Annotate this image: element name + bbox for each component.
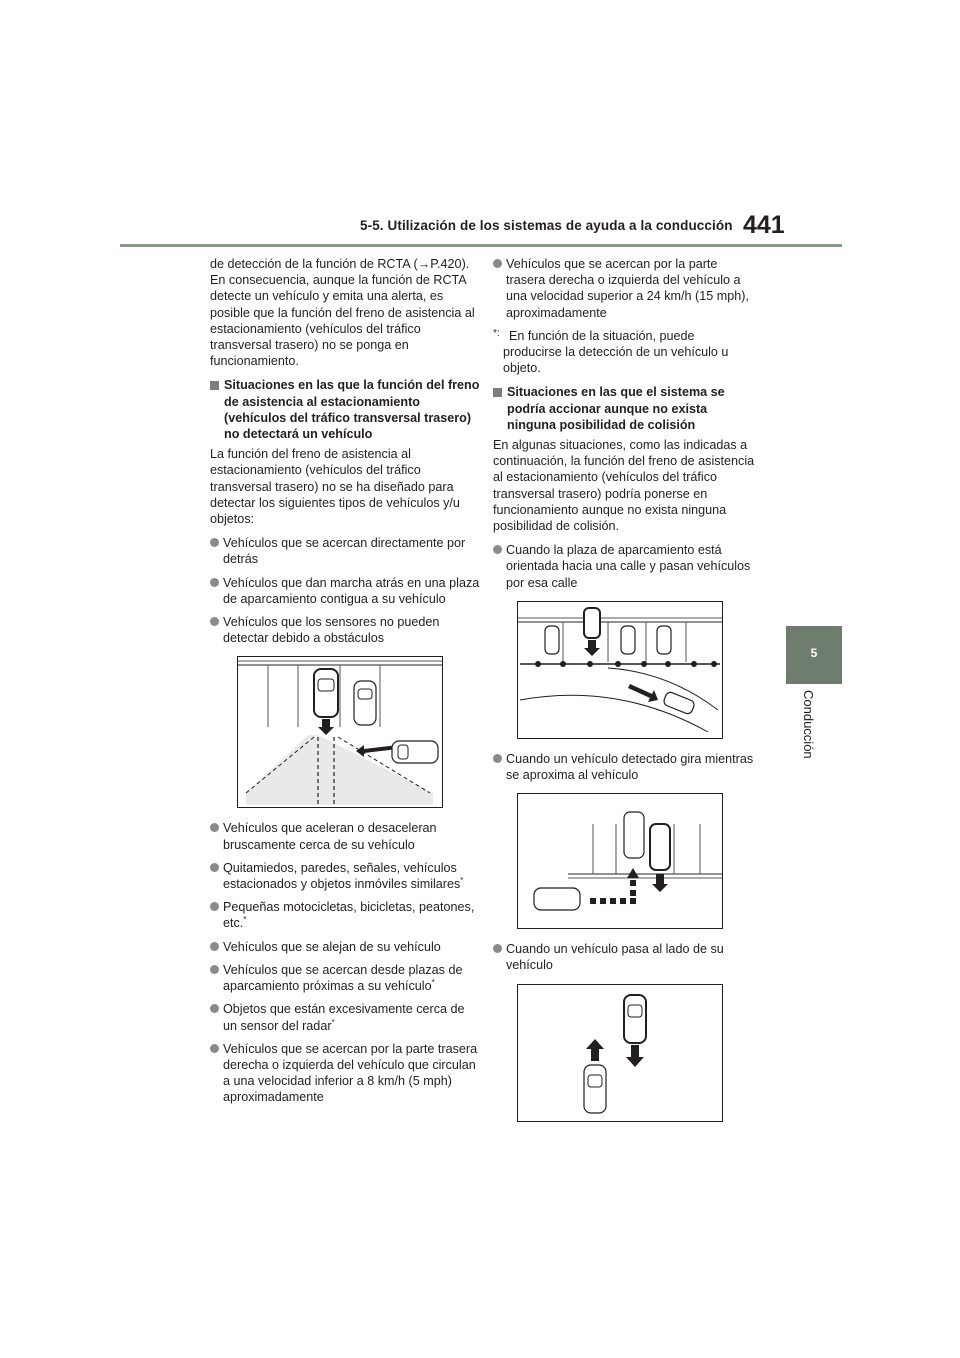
bullet-dot-icon (210, 617, 219, 626)
figure-vehicle-turning-illustration (518, 794, 722, 928)
bullet-dot-icon (210, 1044, 219, 1053)
list-item-text: Vehículos que los sensores no pueden detectar debido a obstáculos (223, 615, 440, 646)
bullet-dot-icon (493, 944, 502, 953)
list-item (210, 575, 482, 607)
heading-text: Situaciones en las que el sistema se podría accionar aunque no exista ninguna posibilidad de colisión (507, 385, 725, 432)
body-paragraph: La función del freno de asistencia al estacionamiento (vehículos del tráfico transversal trasero) no se ha diseñado para detectar los siguientes tipos de vehículos y/u objetos: (210, 447, 460, 527)
list-item (210, 535, 482, 567)
list-item (493, 542, 755, 591)
figure-vehicle-passing (517, 984, 723, 1122)
right-column (493, 256, 755, 1134)
square-bullet-icon (210, 381, 219, 390)
intro-paragraph: de detección de la función de RCTA (→P.420). En consecuencia, aunque la función de RCTA detecte un vehículo y emita una alerta, es posible que la función del freno de asistencia al estacionamiento (vehículos del tráfico transversal trasero) no se ponga en funcionamiento. (210, 257, 475, 369)
chapter-label-box (786, 690, 842, 770)
footnote-star: * (331, 1017, 335, 1027)
list-item (493, 751, 755, 783)
bullet-dot-icon (493, 259, 502, 268)
list-item (493, 256, 755, 321)
list-item-text: Vehículos que se acercan por la parte trasera derecha o izquierda del vehículo a una velocidad superior a 24 km/h (15 mph), aproximadamente (506, 257, 749, 320)
list-item-text: Pequeñas motocicletas, bicicletas, peatones, etc. (223, 900, 475, 931)
footnote-star: * (431, 977, 435, 987)
bullet-dot-icon (210, 823, 219, 832)
footnote (493, 328, 755, 377)
footnote-star: * (460, 875, 464, 885)
bullet-dot-icon (210, 863, 219, 872)
section-heading (210, 377, 482, 442)
bullet-dot-icon (210, 902, 219, 911)
chapter-tab (786, 626, 842, 684)
header-rule (120, 244, 842, 247)
page-number: 441 (743, 211, 785, 239)
list-item-text: Vehículos que dan marcha atrás en una plaza de aparcamiento contigua a su vehículo (223, 575, 480, 606)
list-item (210, 939, 482, 955)
footnote-text: En función de la situación, puede producirse la detección de un vehículo u objeto. (503, 328, 729, 376)
list-item-text: Vehículos que aceleran o desaceleran bruscamente cerca de su vehículo (223, 821, 437, 852)
list-item-text: Vehículos que se alejan de su vehículo (223, 939, 441, 954)
heading-text: Situaciones en las que la función del freno de asistencia al estacionamiento (vehículos del tráfico transversal trasero) no detectará un vehículo (224, 378, 480, 442)
figure-parking-street (517, 601, 723, 739)
bullet-dot-icon (210, 578, 219, 587)
list-item-text: Cuando un vehículo detectado gira mientras se aproxima al vehículo (506, 751, 754, 783)
footnote-mark: *: (493, 327, 500, 339)
list-item (210, 820, 482, 852)
figure-obstacle-detection (237, 656, 443, 808)
list-item-text: Vehículos que se acercan por la parte trasera derecha o izquierda del vehículo que circulan a una velocidad inferior a 8 km/h (5 mph) aproximadamente (223, 1041, 478, 1105)
square-bullet-icon (493, 388, 502, 397)
list-item (210, 614, 482, 646)
figure-parking-street-illustration (518, 602, 722, 738)
list-item (210, 899, 482, 931)
list-item-text: Cuando la plaza de aparcamiento está orientada hacia una calle y pasan vehículos por esa calle (506, 543, 751, 590)
chapter-label: Conducción (801, 690, 816, 759)
list-item-text: Cuando un vehículo pasa al lado de su vehículo (506, 942, 724, 973)
figure-vehicle-turning (517, 793, 723, 929)
bullet-dot-icon (493, 754, 502, 763)
list-item (210, 962, 482, 994)
body-paragraph: En algunas situaciones, como las indicadas a continuación, la función del freno de asistencia al estacionamiento (vehículos del tráfico transversal trasero) podría ponerse en funcionamiento aunque no exista ninguna posibilidad de colisión. (493, 438, 755, 534)
bullet-dot-icon (210, 538, 219, 547)
bullet-dot-icon (493, 545, 502, 554)
list-item (210, 1001, 482, 1033)
bullet-dot-icon (210, 942, 219, 951)
list-item-text: Vehículos que se acercan directamente por detrás (223, 536, 466, 567)
figure-vehicle-passing-illustration (518, 985, 722, 1121)
list-item-text: Objetos que están excesivamente cerca de un sensor del radar (223, 1002, 465, 1033)
list-item (210, 860, 482, 892)
list-item (210, 1041, 482, 1106)
list-item (493, 941, 755, 973)
section-title: 5-5. Utilización de los sistemas de ayuda a la conducción (360, 218, 733, 233)
list-item-text: Vehículos que se acercan desde plazas de aparcamiento próximas a su vehículo (223, 962, 463, 994)
section-heading (493, 384, 755, 433)
bullet-dot-icon (210, 965, 219, 974)
figure-obstacle-detection-illustration (238, 657, 442, 807)
chapter-number: 5 (810, 646, 818, 660)
bullet-dot-icon (210, 1004, 219, 1013)
list-item-text: Quitamiedos, paredes, señales, vehículos estacionados y objetos inmóviles similares (223, 860, 461, 892)
footnote-star: * (243, 915, 247, 925)
left-column (210, 256, 482, 1113)
